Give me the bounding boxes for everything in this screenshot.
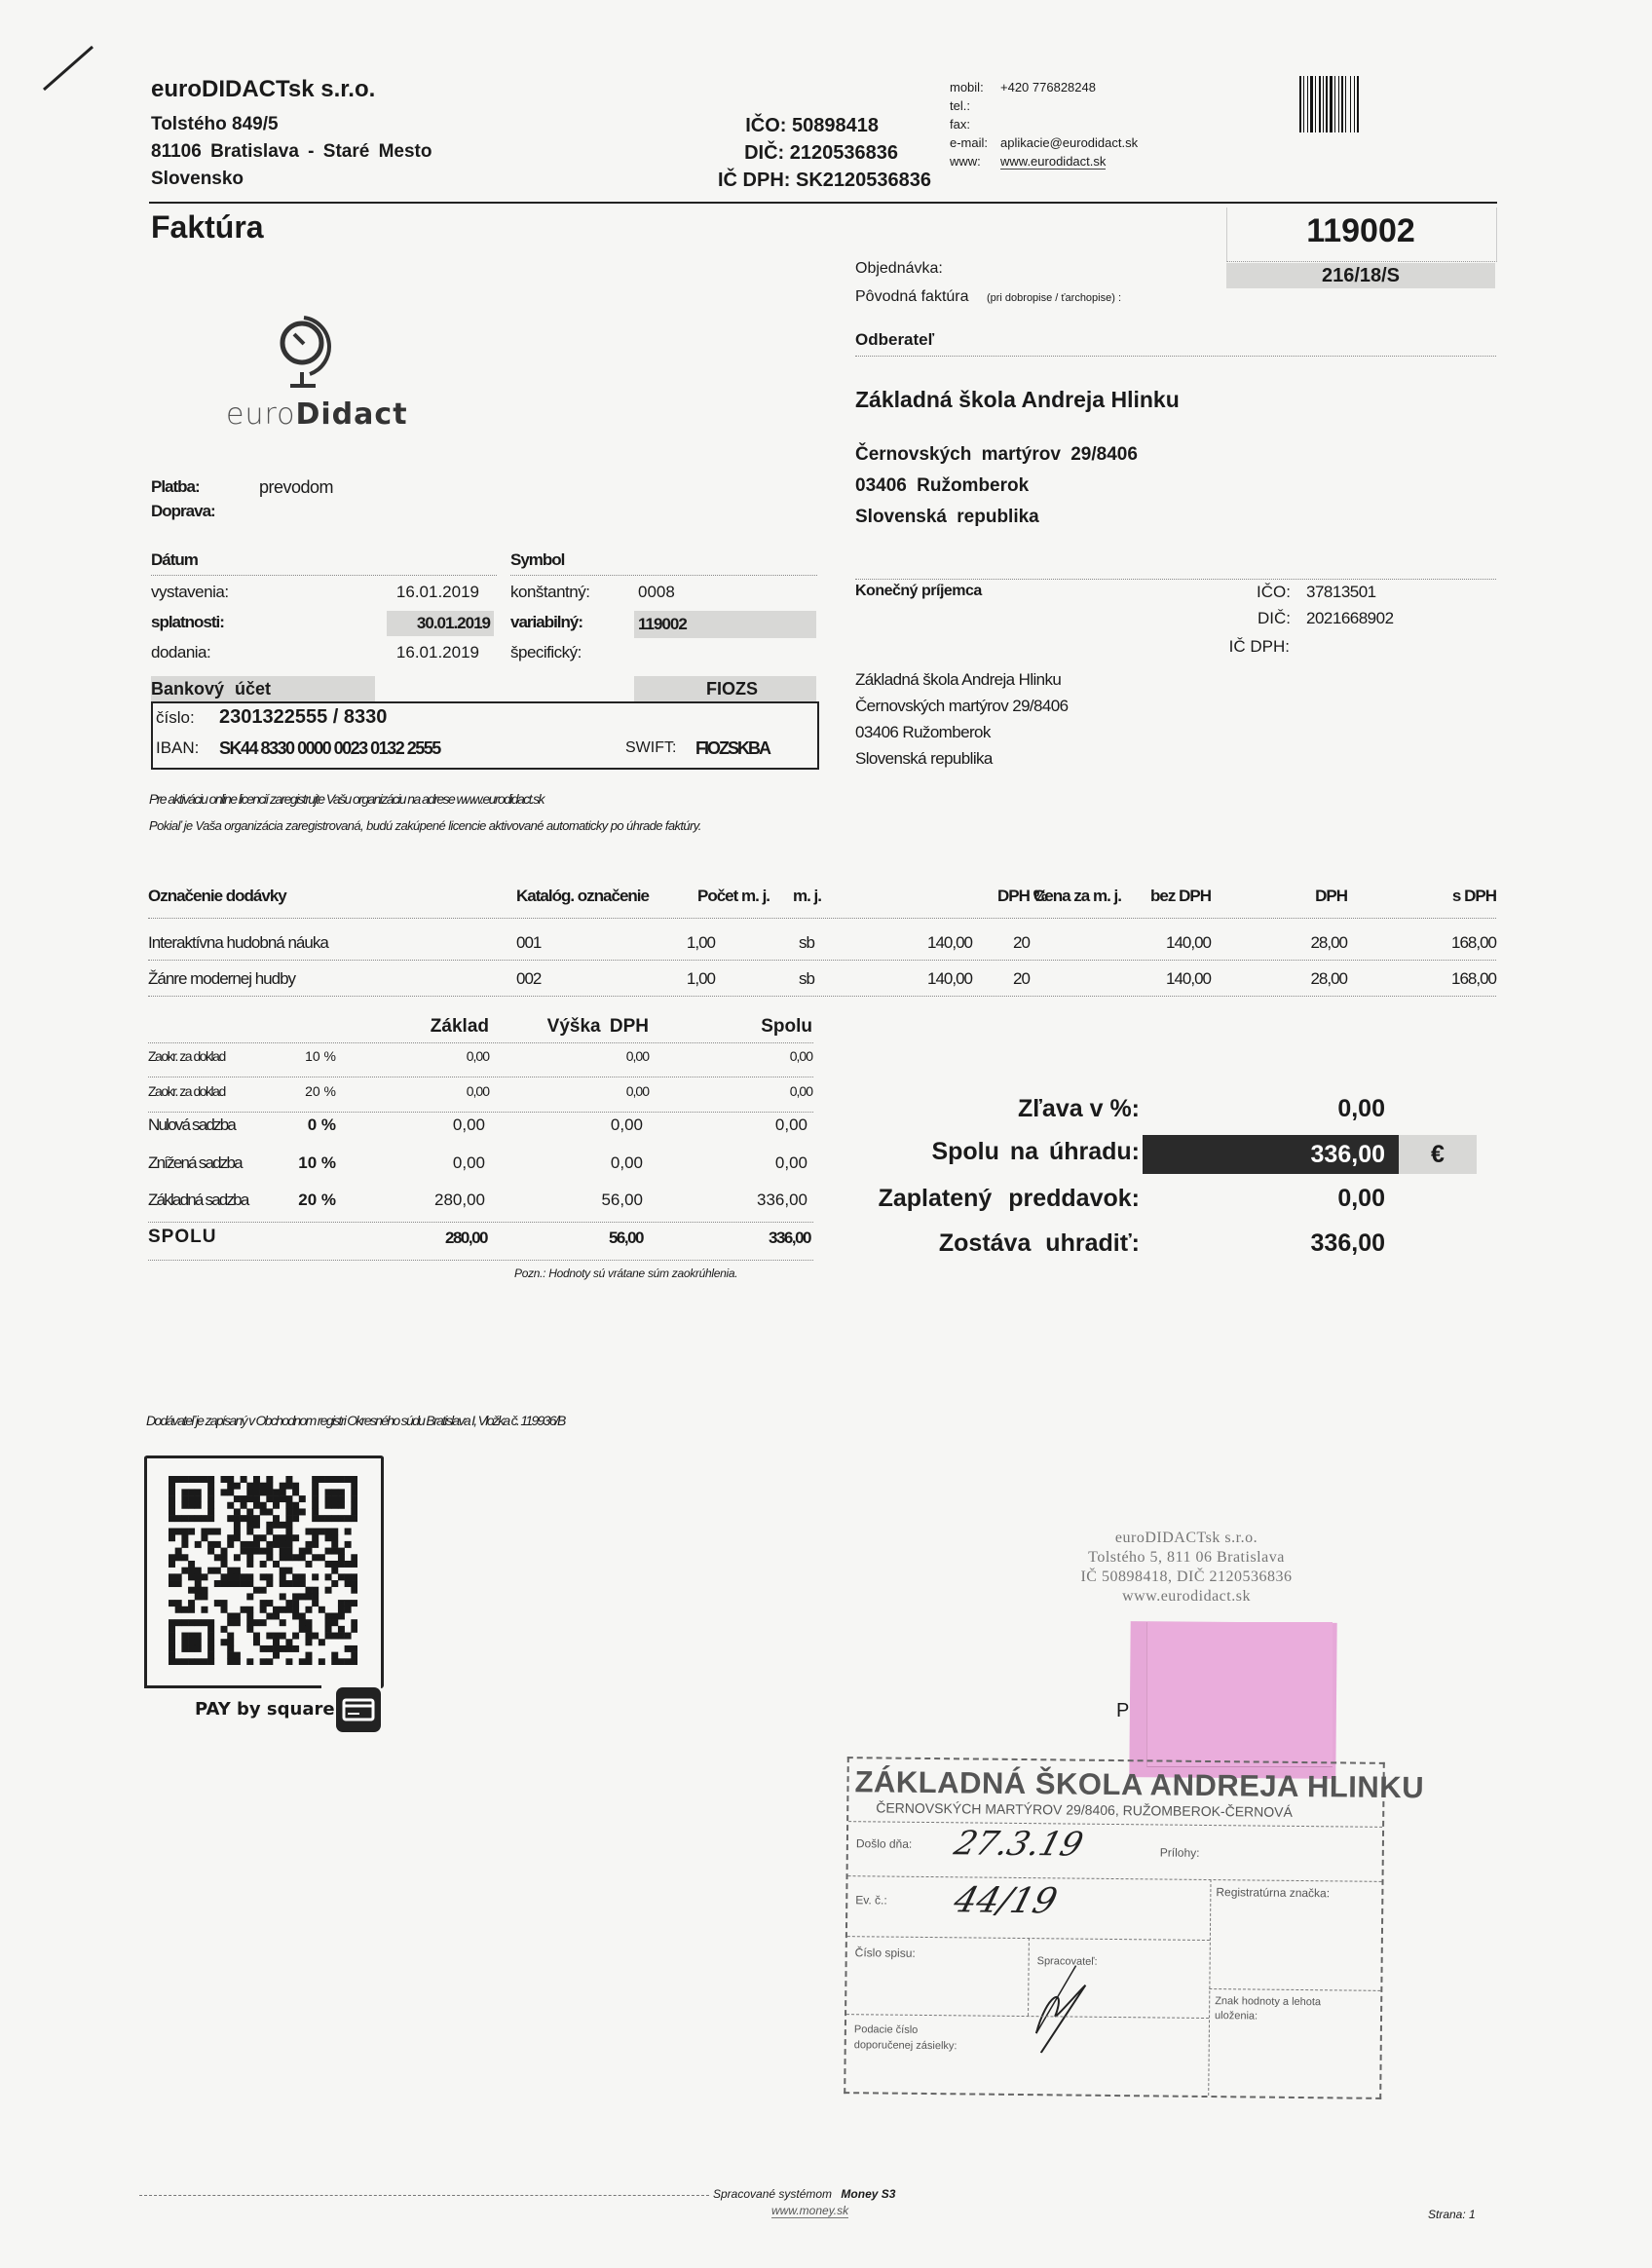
platba-value: prevodom — [259, 477, 334, 497]
item-quantity: 1,00 — [686, 933, 715, 952]
barcode-bar — [1326, 76, 1328, 132]
item-quantity: 1,00 — [686, 969, 715, 988]
order-number: 216/18/S — [1226, 263, 1495, 288]
vat-row-rate: 10 % — [305, 1048, 336, 1064]
date-value: 16.01.2019 — [395, 583, 479, 601]
eurodidact-logo-text — [226, 397, 408, 432]
iban-label: IBAN: — [156, 738, 200, 757]
vat-header-divider — [148, 1042, 813, 1043]
supplier-country: Slovensko — [151, 169, 244, 189]
vat-row-total: 0,00 — [789, 1083, 812, 1099]
vat-row-label: Zaokr. za doklad — [148, 1048, 225, 1064]
vat-row-total: 0,00 — [789, 1048, 812, 1064]
attachments-label: Prílohy: — [1159, 1845, 1200, 1860]
recipient-divider — [855, 579, 1496, 580]
item-net: 140,00 — [1166, 969, 1211, 988]
date-label: splatnosti: — [151, 613, 224, 631]
company-stamp-line-4: www.eurodidact.sk — [1122, 1588, 1251, 1605]
contact-block — [950, 78, 1138, 170]
barcode-bar — [1338, 76, 1339, 132]
ev-label: Ev. č.: — [855, 1893, 887, 1908]
barcode-bar — [1299, 76, 1301, 132]
company-stamp — [1060, 1529, 1313, 1606]
vat-row-vat: 0,00 — [625, 1083, 649, 1099]
vat-row-total: 0,00 — [774, 1115, 807, 1134]
ev-value: 44/19 — [949, 1880, 1062, 1922]
barcode — [1299, 76, 1364, 134]
col-quantity: Počet m. j. — [697, 887, 770, 905]
symbols-divider — [510, 575, 817, 576]
supplier-dic: DIČ: 2120536836 — [744, 142, 898, 164]
globe-logo-icon — [273, 310, 343, 394]
barcode-bar — [1330, 76, 1333, 132]
footer-processed-label: Spracované systémom — [713, 2187, 833, 2201]
symbol-value: 119002 — [638, 615, 687, 633]
dates-header: Dátum — [151, 550, 198, 569]
platba-label: Platba: — [151, 477, 200, 496]
signature — [1017, 1955, 1106, 2054]
invoice-number: 119002 — [1306, 212, 1415, 249]
vat-total-vat: 56,00 — [608, 1228, 643, 1247]
handler-label: Spracovateľ: — [1036, 1955, 1098, 1968]
col-vat-rate: DPH % — [997, 887, 1047, 905]
logo-text-bold: Didact — [295, 397, 408, 432]
invoice-title: Faktúra — [151, 209, 264, 245]
footer-system: Money S3 — [841, 2187, 896, 2201]
items-header — [148, 879, 1496, 914]
vat-total-total: 336,00 — [769, 1228, 810, 1247]
to-pay-value: 336,00 — [1143, 1135, 1399, 1174]
license-note-1: Pre aktiváciu online licencií zaregistrujte Vašu organizáciu na adrese www.eurodidact.sk — [149, 791, 544, 807]
email-link[interactable]: aplikacie@eurodidact.sk — [1000, 135, 1139, 150]
recipient-header: Konečný príjemca — [855, 583, 982, 599]
paybysquare-label: PAY by square — [195, 1699, 335, 1720]
partial-letter: P — [1116, 1700, 1130, 1721]
recipient-ico-label: IČO: — [1257, 583, 1291, 601]
col-unit: m. j. — [793, 887, 822, 905]
swift-value: FIOZSKBA — [695, 738, 770, 758]
stamp-line-1 — [848, 1821, 1382, 1828]
vat-row-label: Nulová sadzba — [148, 1115, 236, 1134]
vat-total-label: SPOLU — [148, 1227, 217, 1247]
vat-row-label: Zaokr. za doklad — [148, 1083, 225, 1099]
items-row-divider — [148, 960, 1496, 961]
bank-code: FIOZS — [634, 676, 816, 701]
barcode-bar — [1315, 76, 1316, 132]
discount-label: Zľava v %: — [1018, 1095, 1140, 1122]
vat-row-base: 0,00 — [466, 1048, 489, 1064]
date-value: 16.01.2019 — [395, 643, 479, 662]
vat-row-rate: 10 % — [298, 1153, 336, 1172]
recipient-dic-label: DIČ: — [1258, 609, 1291, 627]
items-row — [148, 926, 1496, 961]
received-value: 27.3.19 — [950, 1824, 1088, 1865]
item-gross: 168,00 — [1451, 933, 1496, 952]
original-invoice-label — [855, 288, 1121, 306]
account-label: číslo: — [156, 708, 195, 727]
vat-row-vat: 56,00 — [601, 1191, 643, 1209]
supplier-city: 81106 Bratislava - Staré Mesto — [151, 141, 432, 162]
file-label: Číslo spisu: — [854, 1946, 916, 1960]
original-invoice-note: (pri dobropise / ťarchopise) : — [986, 292, 1122, 304]
barcode-bar — [1319, 76, 1321, 132]
item-vat: 28,00 — [1310, 933, 1347, 952]
supplier-name: euroDIDACTsk s.r.o. — [151, 76, 376, 102]
col-description: Označenie dodávky — [148, 887, 286, 905]
customer-name: Základná škola Andreja Hlinku — [855, 387, 1180, 412]
recipient-street: Černovských martýrov 29/8406 — [855, 697, 1069, 715]
col-unit-price: Cena za m. j. — [1033, 887, 1121, 905]
item-unit-price: 140,00 — [927, 933, 972, 952]
sticky-note-top — [1146, 1622, 1333, 1767]
barcode-bar — [1350, 76, 1351, 132]
symbol-label: variabilný: — [510, 613, 583, 631]
vat-row-total: 0,00 — [774, 1153, 807, 1172]
post-label: Podacie číslo doporučenej zásielky: — [853, 2023, 957, 2053]
vat-row-base: 0,00 — [452, 1115, 485, 1134]
symbols-header: Symbol — [510, 550, 565, 569]
symbol-label: konštantný: — [510, 583, 590, 601]
item-unit: sb — [799, 933, 814, 952]
order-label: Objednávka: — [855, 260, 943, 277]
qr-code[interactable] — [169, 1476, 357, 1665]
symbol-label: špecifický: — [510, 643, 582, 662]
item-unit: sb — [799, 969, 814, 988]
items-row — [148, 962, 1496, 997]
barcode-bar — [1354, 76, 1355, 132]
item-catalog: 002 — [516, 969, 542, 988]
vat-col-vat: Výška DPH — [546, 1016, 649, 1037]
vat-total-base: 280,00 — [445, 1228, 487, 1247]
qr-frame-bottom — [144, 1685, 321, 1688]
recipient-city: 03406 Ružomberok — [855, 723, 991, 741]
company-stamp-line-1: euroDIDACTsk s.r.o. — [1114, 1530, 1258, 1546]
footer-page: Strana: 1 — [1428, 2208, 1476, 2221]
remaining-value: 336,00 — [1310, 1229, 1385, 1257]
barcode-bar — [1341, 76, 1343, 132]
barcode-bar — [1345, 76, 1346, 132]
col-vat: DPH — [1315, 887, 1347, 905]
stamp-vline-right — [1208, 1879, 1211, 2096]
vat-total-divider — [148, 1222, 813, 1223]
value-label: Znak hodnoty a lehota uloženia: — [1214, 1995, 1322, 2022]
card-icon — [336, 1687, 381, 1732]
vat-col-total: Spolu — [761, 1016, 812, 1037]
recipient-name: Základná škola Andreja Hlinku — [855, 670, 1062, 689]
logo-text-light: euro — [226, 397, 296, 432]
item-catalog: 001 — [516, 933, 542, 952]
customer-country: Slovenská republika — [855, 507, 1039, 527]
barcode-bar — [1323, 76, 1324, 132]
vat-row-base: 0,00 — [452, 1153, 485, 1172]
vat-row-vat: 0,00 — [610, 1153, 643, 1172]
recipient-dic: 2021668902 — [1306, 609, 1394, 627]
email-label: e-mail: — [950, 135, 989, 150]
mobil-value: +420 776828248 — [1000, 80, 1096, 94]
www-label: www: — [950, 154, 981, 169]
fax-label: fax: — [950, 117, 970, 132]
receipt-stamp-subtitle: ČERNOVSKÝCH MARTÝROV 29/8406, RUŽOMBEROK-ČERNOVÁ — [876, 1799, 1293, 1820]
date-label: dodania: — [151, 643, 211, 662]
barcode-bar — [1310, 76, 1313, 132]
recipient-address — [855, 666, 1068, 772]
vat-row-divider — [148, 1112, 813, 1113]
account-number: 2301322555 / 8330 — [219, 706, 388, 728]
vat-row-rate: 0 % — [307, 1115, 336, 1134]
recipient-ico: 37813501 — [1306, 583, 1376, 601]
supplier-icdph: IČ DPH: SK2120536836 — [717, 170, 931, 191]
vat-row-base: 280,00 — [434, 1191, 485, 1209]
vat-bottom-divider — [148, 1260, 813, 1261]
item-vat: 28,00 — [1310, 969, 1347, 988]
dates-divider — [151, 575, 497, 576]
recipient-icdph-label: IČ DPH: — [1228, 637, 1290, 656]
reg-label: Registratúrna značka: — [1216, 1885, 1331, 1901]
footer-divider — [139, 2195, 709, 2196]
items-header-divider — [148, 918, 1496, 919]
item-gross: 168,00 — [1451, 969, 1496, 988]
col-gross: s DPH — [1451, 887, 1496, 905]
vat-row-vat: 0,00 — [625, 1048, 649, 1064]
company-stamp-line-3: IČ 50898418, DIČ 2120536836 — [1080, 1569, 1293, 1585]
received-label: Došlo dňa: — [855, 1836, 913, 1851]
header-divider — [149, 202, 1497, 204]
register-note: Dodávateľ je zapísaný v Obchodnom registri Okresného súdu Bratislava I, Vložka č. 119936/B — [146, 1413, 565, 1428]
iban-value: SK44 8330 0000 0023 0132 2555 — [219, 738, 440, 758]
stamp-line-2 — [848, 1875, 1382, 1882]
customer-street: Černovských martýrov 29/8406 — [855, 444, 1138, 465]
pen-mark — [39, 44, 97, 93]
to-pay-label: Spolu na úhradu: — [931, 1138, 1140, 1165]
swift-label: SWIFT: — [625, 739, 677, 756]
remaining-label: Zostáva uhradiť: — [938, 1229, 1140, 1257]
vat-row-rate: 20 % — [305, 1083, 336, 1099]
barcode-bar — [1334, 76, 1335, 132]
bank-header: Bankový účet — [151, 676, 375, 701]
advance-label: Zaplatený preddavok: — [878, 1185, 1140, 1212]
barcode-bar — [1357, 76, 1359, 132]
barcode-bar — [1307, 76, 1308, 132]
supplier-ico: IČO: 50898418 — [745, 115, 879, 136]
date-label: vystavenia: — [151, 583, 229, 601]
date-value: 30.01.2019 — [387, 611, 494, 636]
supplier-street: Tolstého 849/5 — [151, 114, 279, 134]
vat-col-base: Základ — [430, 1016, 489, 1037]
vat-row-base: 0,00 — [466, 1083, 489, 1099]
item-description: Interaktívna hudobná náuka — [148, 933, 328, 952]
currency-badge: € — [1399, 1135, 1477, 1174]
discount-value: 0,00 — [1337, 1095, 1385, 1122]
customer-divider — [855, 356, 1496, 357]
vat-row-vat: 0,00 — [610, 1115, 643, 1134]
symbol-value: 0008 — [638, 583, 675, 601]
doprava-label: Doprava: — [151, 502, 215, 520]
item-unit-price: 140,00 — [927, 969, 972, 988]
barcode-bar — [1303, 76, 1304, 132]
receipt-stamp — [844, 1757, 1425, 2099]
item-description: Žánre modernej hudby — [148, 969, 296, 988]
receipt-stamp-title: ZÁKLADNÁ ŠKOLA ANDREJA HLINKU — [854, 1764, 1425, 1805]
vat-row-label: Znížená sadzba — [148, 1153, 242, 1172]
stamp-line-4 — [1209, 1988, 1380, 1991]
items-row-divider — [148, 996, 1496, 997]
col-net: bez DPH — [1150, 887, 1211, 905]
mobil-label: mobil: — [950, 80, 984, 94]
vat-row-total: 336,00 — [757, 1191, 807, 1209]
customer-label: Odberateľ — [855, 330, 935, 349]
license-note-2: Pokiaľ je Vaša organizácia zaregistrovaná, budú zakúpené licencie aktivované automaticky po úhrade faktúry. — [149, 818, 701, 833]
customer-city: 03406 Ružomberok — [855, 475, 1030, 496]
vat-row-rate: 20 % — [298, 1191, 336, 1209]
advance-value: 0,00 — [1337, 1185, 1385, 1212]
recipient-country: Slovenská republika — [855, 749, 993, 768]
original-invoice-text: Pôvodná faktúra — [855, 288, 969, 305]
item-vat-rate: 20 — [1013, 969, 1030, 988]
item-vat-rate: 20 — [1013, 933, 1030, 952]
col-catalog: Katalóg. označenie — [516, 887, 649, 905]
vat-row-label: Základná sadzba — [148, 1191, 248, 1209]
tel-label: tel.: — [950, 98, 970, 113]
www-link[interactable]: www.eurodidact.sk — [1000, 154, 1107, 169]
footer-processed — [713, 2187, 895, 2201]
item-net: 140,00 — [1166, 933, 1211, 952]
footer-url[interactable]: www.money.sk — [771, 2204, 849, 2217]
vat-note: Pozn.: Hodnoty sú vrátane súm zaokrúhlenia. — [514, 1266, 738, 1280]
company-stamp-line-2: Tolstého 5, 811 06 Bratislava — [1088, 1549, 1285, 1566]
